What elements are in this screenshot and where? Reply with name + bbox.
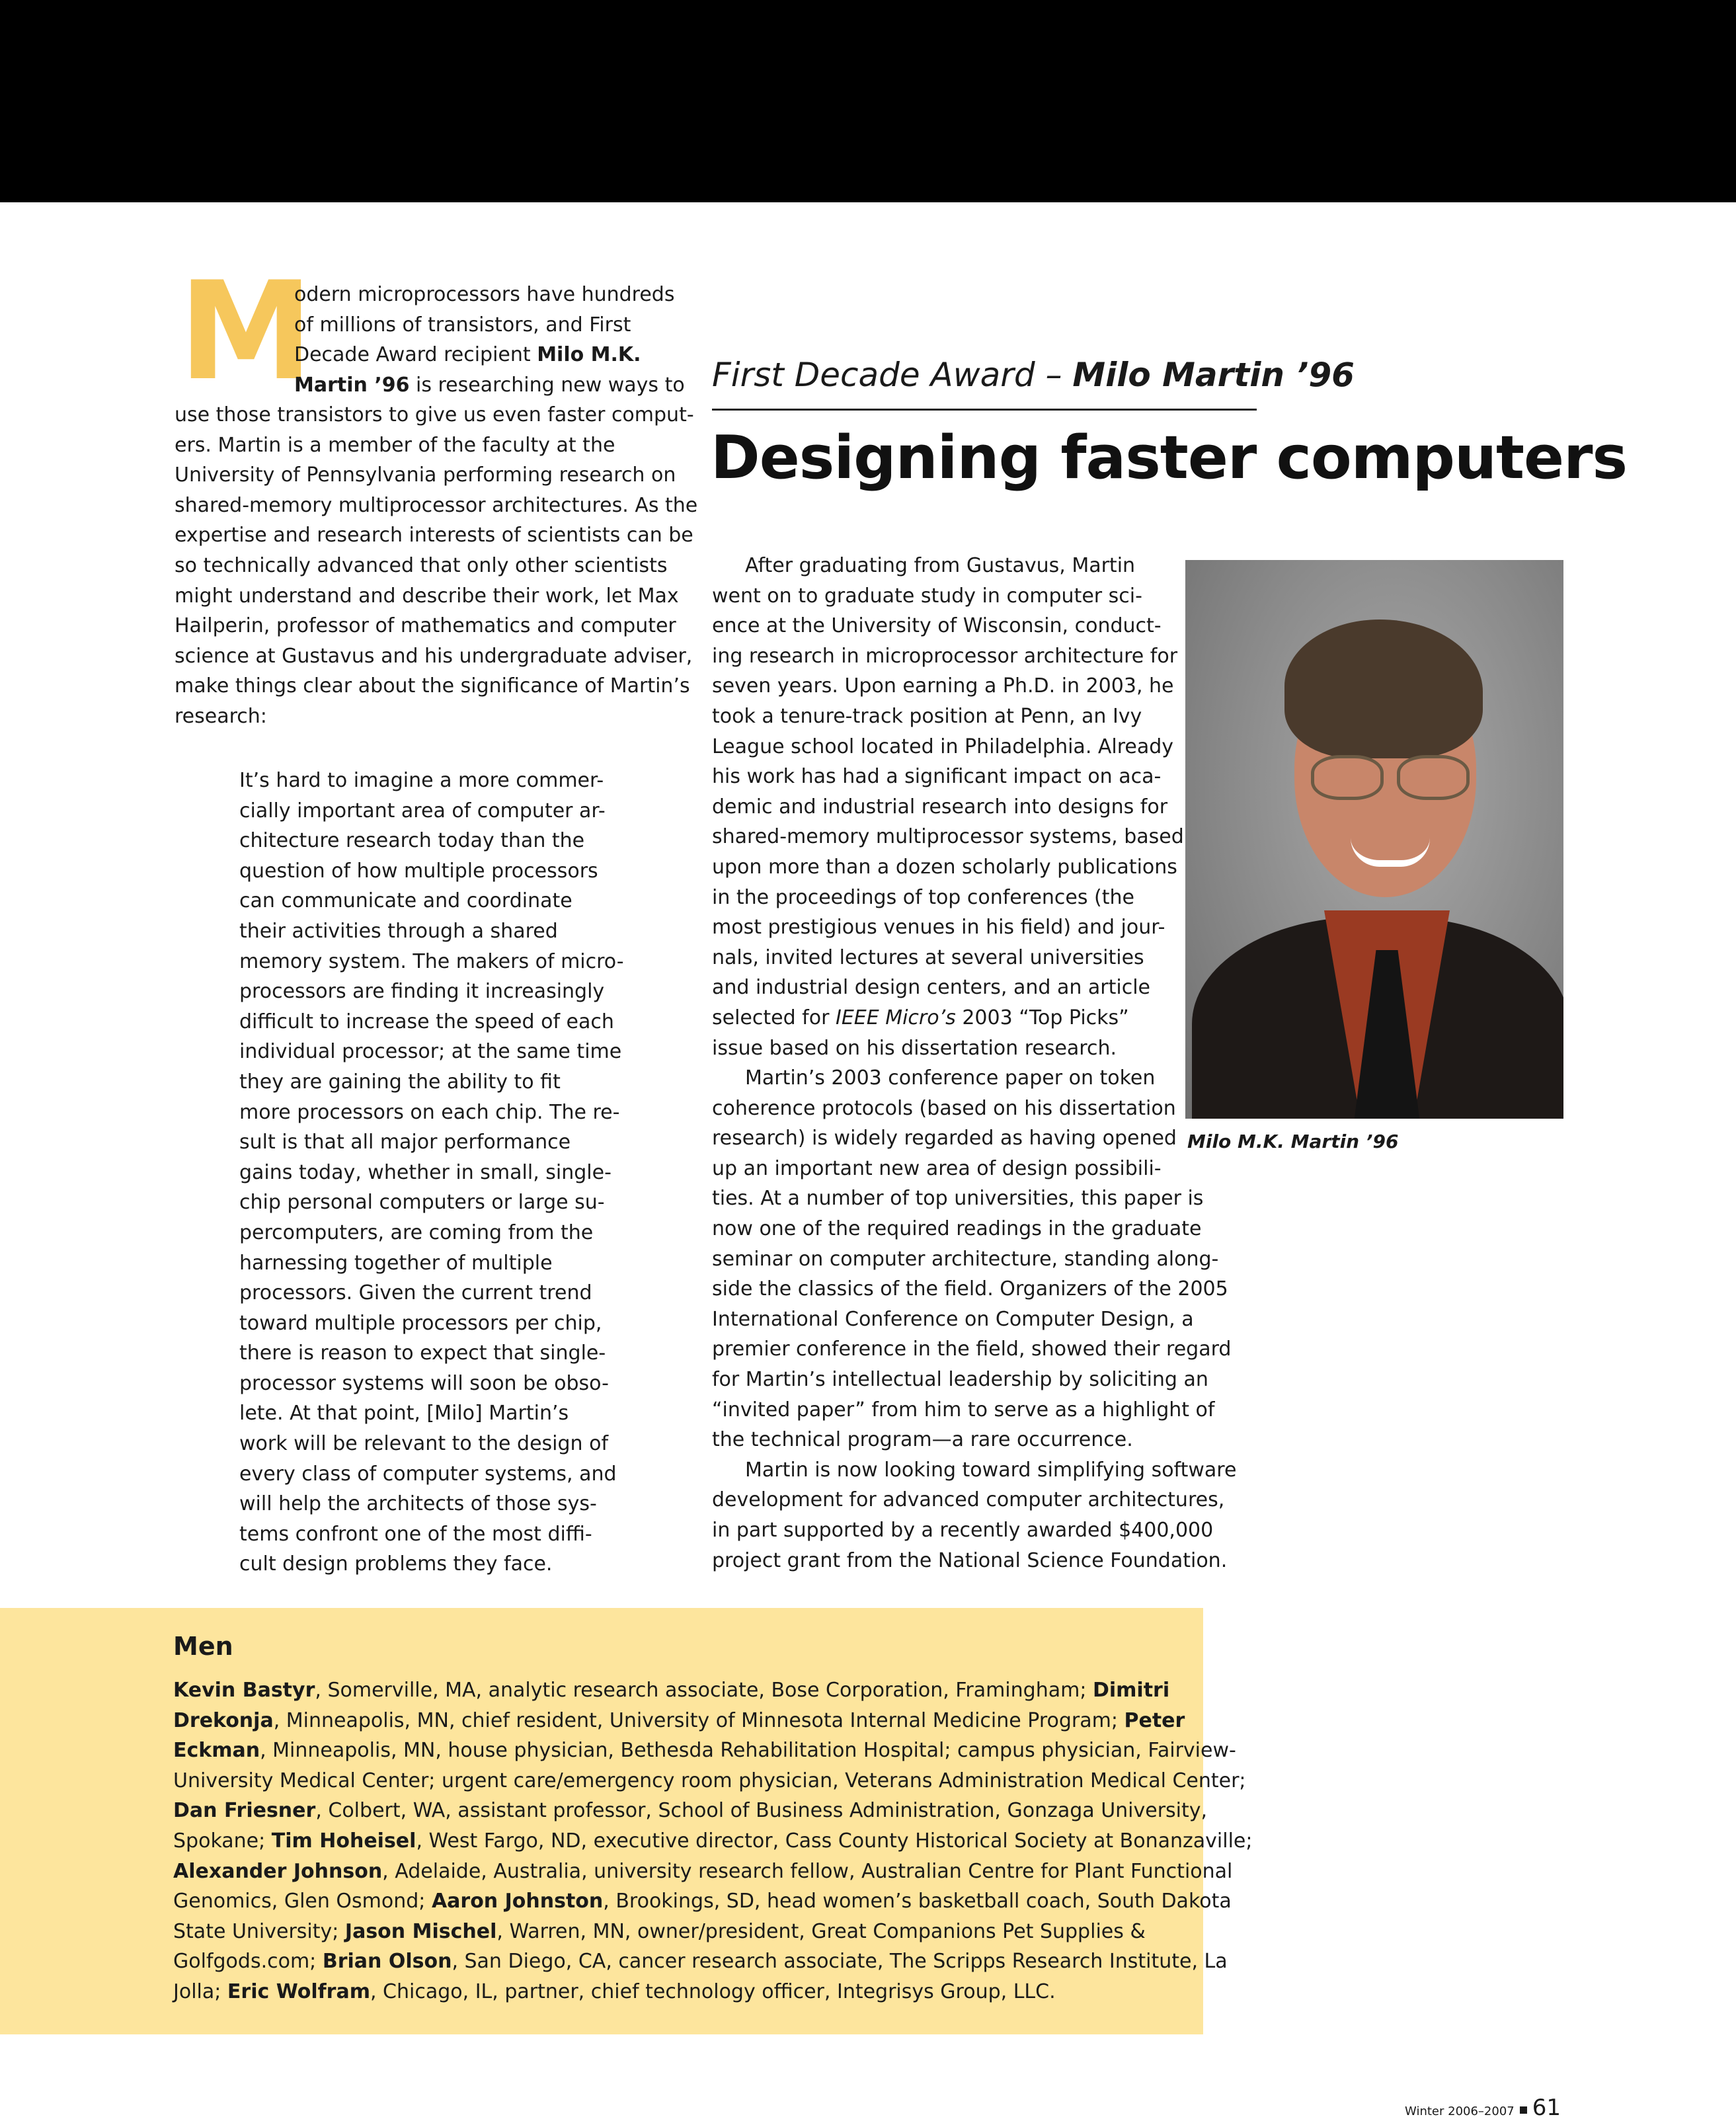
text-line: Hailperin, professor of mathematics and computer: [175, 614, 676, 638]
text-line: percomputers, are coming from the: [239, 1221, 594, 1244]
text-line: cially important area of computer ar-: [239, 799, 606, 822]
text-line: [712, 641, 1236, 672]
text-line: [173, 1977, 1252, 2007]
text-run: , Colbert, WA, assistant professor, School of Business Administration, Gonzaga University,: [315, 1799, 1208, 1823]
text-line: make things clear about the significance of Martin’s: [175, 674, 690, 698]
bold-name: Milo M.K.: [537, 343, 641, 367]
text-line: [712, 1515, 1236, 1546]
text-line: [712, 1033, 1236, 1064]
italic-title: IEEE Micro’s: [835, 1006, 956, 1029]
text-line: [712, 1274, 1236, 1304]
text-line: [712, 1485, 1236, 1515]
sidebar-text: [173, 1675, 1252, 2007]
text-line: [712, 822, 1236, 852]
bold-name: Dimitri: [1092, 1679, 1170, 1702]
top-black-band: [0, 0, 1736, 202]
text-line: [712, 732, 1236, 762]
alumni-sidebar: [0, 1608, 1253, 2034]
text-line: [173, 1766, 1252, 1796]
text-line: [712, 1003, 1236, 1033]
text-run: , Minneapolis, MN, house physician, Bethesda Rehabilitation Hospital; campus physician, Fairview-: [260, 1739, 1236, 1763]
text-line: harnessing together of multiple: [239, 1251, 553, 1275]
text-line: tems confront one of the most diffi-: [239, 1522, 592, 1546]
text-run: development for advanced computer architectures,: [712, 1488, 1225, 1512]
text-line: [712, 1214, 1236, 1244]
text-line: might understand and describe their work, let Max: [175, 584, 679, 608]
text-run: odern microprocessors have hundreds: [294, 283, 675, 306]
text-line: [712, 762, 1236, 792]
text-run: , Brookings, SD, head women’s basketball coach, South Dakota: [603, 1890, 1232, 1913]
text-line: [294, 310, 685, 340]
text-line: [712, 1123, 1236, 1154]
text-run: “invited paper” from him to serve as a highlight of: [712, 1398, 1215, 1421]
text-line: [712, 1334, 1236, 1365]
text-run: ence at the University of Wisconsin, conduct-: [712, 614, 1162, 638]
bold-name: Eric Wolfram: [227, 1980, 370, 2003]
text-run: Martin is now looking toward simplifying software: [745, 1458, 1237, 1482]
intro-text: [175, 400, 697, 732]
text-line: shared-memory multiprocessor architectures. As the: [175, 493, 698, 517]
text-run: demic and industrial research into designs for: [712, 795, 1168, 819]
text-line: they are gaining the ability to fit: [239, 1070, 561, 1094]
text-line: every class of computer systems, and: [239, 1462, 617, 1486]
text-line: [294, 370, 685, 401]
text-run: research) is widely regarded as having opened: [712, 1127, 1177, 1150]
text-line: so technically advanced that only other scientists: [175, 553, 668, 577]
text-run: , West Fargo, ND, executive director, Cass County Historical Society at Bonanzaville;: [416, 1829, 1253, 1853]
kicker-prefix: First Decade Award –: [712, 356, 1073, 394]
text-run: seminar on computer architecture, standing along-: [712, 1247, 1219, 1271]
text-line: [712, 1244, 1236, 1275]
bold-name: Aaron Johnston: [431, 1890, 604, 1913]
bold-name: Alexander Johnson: [173, 1859, 383, 1883]
square-bullet-icon: [1520, 2106, 1527, 2114]
block-quote: [239, 766, 624, 1580]
text-line: [173, 1946, 1252, 1977]
text-run: 2003 “Top Picks”: [955, 1006, 1129, 1029]
photo-glasses-left: [1311, 755, 1384, 800]
text-run: , Warren, MN, owner/president, Great Companions Pet Supplies &: [496, 1919, 1146, 1943]
bold-name: Peter: [1124, 1708, 1185, 1732]
text-line: [173, 1736, 1252, 1766]
bold-name: Martin ’96: [294, 373, 410, 397]
text-line: [712, 1304, 1236, 1335]
text-line: [712, 792, 1236, 822]
text-line: [712, 581, 1236, 612]
text-run: of millions of transistors, and First: [294, 313, 631, 337]
drop-cap: M: [178, 253, 313, 411]
text-line: [173, 1826, 1252, 1857]
page-footer: [1405, 2095, 1561, 2121]
text-line: processor systems will soon be obso-: [239, 1371, 609, 1395]
text-line: [712, 973, 1236, 1003]
bold-name: Brian Olson: [322, 1950, 452, 1974]
text-run: , Adelaide, Australia, university research fellow, Australian Centre for Plant Functional: [382, 1859, 1233, 1883]
text-line: [712, 701, 1236, 732]
text-line: [712, 1365, 1236, 1395]
text-line: gains today, whether in small, single-: [239, 1160, 612, 1184]
bold-name: Tim Hoheisel: [271, 1829, 416, 1853]
bold-name: Dan Friesner: [173, 1799, 316, 1823]
text-line: [712, 1395, 1236, 1425]
photo-caption: Milo M.K. Martin ’96: [1187, 1131, 1399, 1152]
text-run: After graduating from Gustavus, Martin: [745, 554, 1136, 577]
bold-name: Eckman: [173, 1739, 260, 1763]
text-run: Decade Award recipient: [294, 343, 537, 367]
text-line: [712, 671, 1236, 701]
text-line: ers. Martin is a member of the faculty at the: [175, 433, 615, 457]
photo-glasses-right: [1397, 755, 1470, 800]
intro-top-lines: [294, 280, 685, 400]
text-run: , Chicago, IL, partner, chief technology officer, Integrisys Group, LLC.: [370, 1980, 1056, 2003]
text-run: International Conference on Computer Design, a: [712, 1307, 1194, 1331]
text-run: selected for: [712, 1006, 836, 1029]
text-run: League school located in Philadelphia. Already: [712, 735, 1174, 758]
text-run: Jolla;: [173, 1980, 227, 2003]
text-line: [712, 1094, 1236, 1124]
text-line: cult design problems they face.: [239, 1552, 553, 1576]
text-run: Golfgods.com;: [173, 1950, 323, 1974]
text-line: use those transistors to give us even faster comput-: [175, 403, 694, 426]
kicker-rule: [712, 409, 1257, 411]
text-line: University of Pennsylvania performing research on: [175, 463, 676, 487]
bold-name: Kevin Bastyr: [173, 1679, 315, 1702]
text-run: premier conference in the field, showed their regard: [712, 1338, 1232, 1361]
text-run: Genomics, Glen Osmond;: [173, 1890, 432, 1913]
text-line: more processors on each chip. The re-: [239, 1100, 620, 1124]
text-line: [712, 1183, 1236, 1214]
text-run: upon more than a dozen scholarly publications: [712, 855, 1177, 879]
text-line: processors are finding it increasingly: [239, 980, 605, 1004]
text-line: sult is that all major performance: [239, 1131, 571, 1154]
text-line: [294, 340, 685, 370]
text-line: science at Gustavus and his undergraduate adviser,: [175, 644, 693, 668]
text-line: [712, 611, 1236, 641]
text-line: toward multiple processors per chip,: [239, 1311, 602, 1335]
text-line: It’s hard to imagine a more commer-: [239, 769, 604, 792]
page-number: 61: [1532, 2095, 1561, 2121]
text-line: chip personal computers or large su-: [239, 1191, 605, 1215]
text-run: , San Diego, CA, cancer research associate, The Scripps Research Institute, La: [452, 1950, 1228, 1974]
text-run: in part supported by a recently awarded $400,000: [712, 1519, 1214, 1542]
text-line: processors. Given the current trend: [239, 1281, 592, 1305]
text-line: [712, 551, 1236, 581]
kicker-name: Milo Martin ’96: [1072, 356, 1355, 394]
text-line: [712, 1425, 1236, 1455]
bold-name: Drekonja: [173, 1708, 274, 1732]
text-run: side the classics of the field. Organizers of the 2005: [712, 1277, 1228, 1301]
text-line: [712, 943, 1236, 973]
text-line: [712, 1063, 1236, 1094]
bold-name: Jason Mischel: [344, 1919, 497, 1943]
text-line: individual processor; at the same time: [239, 1040, 622, 1064]
text-run: Spokane;: [173, 1829, 272, 1853]
sidebar-title: Men: [173, 1632, 233, 1661]
photo-hair: [1284, 620, 1483, 758]
text-line: [712, 852, 1236, 883]
text-line: [173, 1796, 1252, 1826]
text-line: their activities through a shared: [239, 919, 558, 943]
text-line: [173, 1857, 1252, 1887]
text-run: State University;: [173, 1919, 345, 1943]
text-run: coherence protocols (based on his dissertation: [712, 1096, 1176, 1120]
text-run: project grant from the National Science Foundation.: [712, 1548, 1228, 1572]
text-line: work will be relevant to the design of: [239, 1432, 609, 1456]
article-body: [712, 551, 1236, 1576]
text-run: took a tenure-track position at Penn, an Ivy: [712, 704, 1142, 728]
text-run: and industrial design centers, and an article: [712, 976, 1150, 1000]
text-line: [294, 280, 685, 310]
text-line: research:: [175, 704, 267, 728]
text-run: now one of the required readings in the graduate: [712, 1217, 1202, 1241]
text-line: [712, 1546, 1236, 1576]
text-line: question of how multiple processors: [239, 859, 598, 883]
text-line: [712, 1154, 1236, 1184]
text-run: , Minneapolis, MN, chief resident, University of Minnesota Internal Medicine Program;: [273, 1708, 1124, 1732]
text-run: nals, invited lectures at several universities: [712, 945, 1144, 969]
text-run: in the proceedings of top conferences (the: [712, 885, 1134, 909]
text-line: difficult to increase the speed of each: [239, 1010, 614, 1033]
text-line: [173, 1917, 1252, 1947]
text-run: for Martin’s intellectual leadership by soliciting an: [712, 1368, 1208, 1392]
text-run: the technical program—a rare occurrence.: [712, 1428, 1133, 1452]
text-run: most prestigious venues in his field) and jour-: [712, 916, 1165, 940]
text-run: shared-memory multiprocessor systems, based: [712, 825, 1184, 849]
text-run: University Medical Center; urgent care/emergency room physician, Veterans Administration Medical Center;: [173, 1769, 1246, 1792]
text-line: [712, 912, 1236, 943]
text-line: can communicate and coordinate: [239, 889, 572, 913]
text-run: up an important new area of design possibili-: [712, 1156, 1162, 1180]
text-line: lete. At that point, [Milo] Martin’s: [239, 1402, 569, 1425]
text-line: [173, 1706, 1252, 1736]
portrait-photo: [1185, 560, 1563, 1119]
text-run: ing research in microprocessor architecture for: [712, 644, 1178, 668]
text-line: [173, 1886, 1252, 1917]
text-line: there is reason to expect that single-: [239, 1341, 606, 1365]
text-run: is researching new ways to: [409, 373, 685, 397]
text-line: expertise and research interests of scientists can be: [175, 524, 693, 547]
text-run: his work has had a significant impact on aca-: [712, 765, 1162, 789]
article-kicker: [712, 356, 1355, 394]
text-line: memory system. The makers of micro-: [239, 949, 624, 973]
text-line: will help the architects of those sys-: [239, 1492, 597, 1516]
text-run: issue based on his dissertation research.: [712, 1036, 1117, 1060]
text-run: , Somerville, MA, analytic research associate, Bose Corporation, Framingham;: [315, 1679, 1093, 1702]
issue-label: Winter 2006–2007: [1405, 2104, 1515, 2118]
text-line: [712, 883, 1236, 913]
text-run: went on to graduate study in computer sci-: [712, 584, 1142, 608]
article-headline: Designing faster computers: [711, 423, 1628, 493]
text-line: chitecture research today than the: [239, 829, 585, 853]
text-run: seven years. Upon earning a Ph.D. in 2003, he: [712, 674, 1174, 698]
text-line: [173, 1675, 1252, 1706]
text-run: Martin’s 2003 conference paper on token: [745, 1066, 1156, 1090]
text-run: ties. At a number of top universities, this paper is: [712, 1187, 1204, 1211]
text-line: [712, 1455, 1236, 1486]
